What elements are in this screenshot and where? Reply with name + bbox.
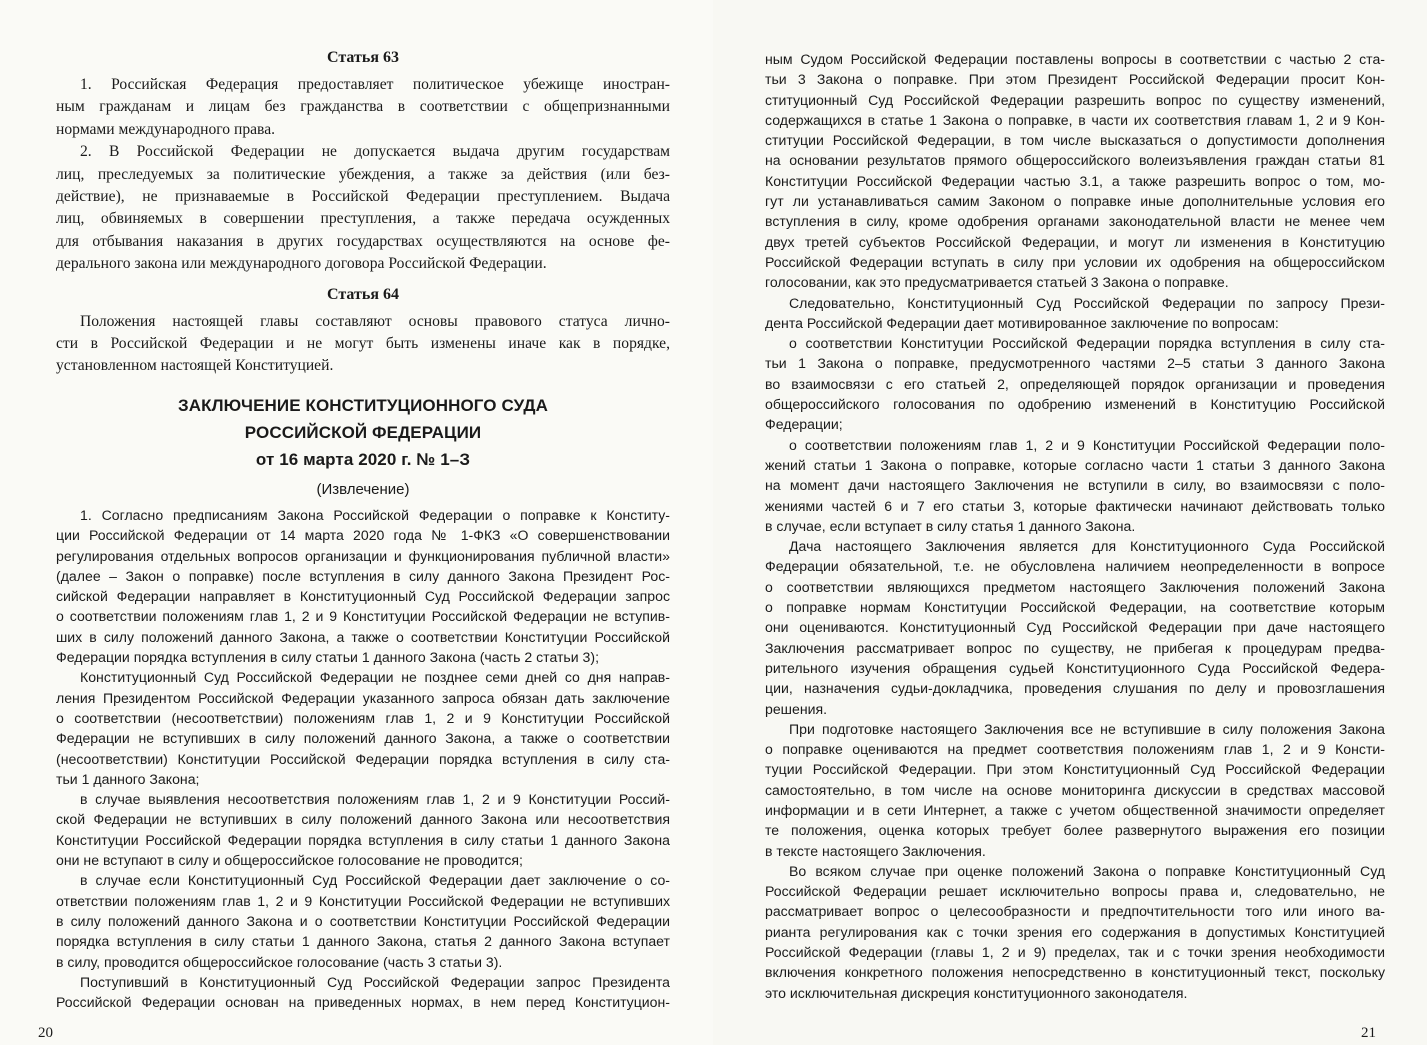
- text-line: в случае выявления несоответствия положениям глав 1, 2 и 9 Конституции Россий-: [80, 791, 670, 808]
- text-line: тьи 1 Закона о поправке, предусмотренного частями 2–5 статьи 3 данного Закона: [765, 355, 1385, 372]
- paragraph: [56, 972, 670, 1013]
- text-line: в силу, проводится общероссийское голосование (часть 3 статьи 3).: [56, 953, 503, 970]
- text-line: в тексте настоящего Заключения.: [765, 842, 986, 859]
- right-body-text: [765, 49, 1385, 1003]
- text-line: это исключительная дискреция конституционного законодателя.: [765, 984, 1188, 1001]
- text-line: они оцениваются. Конституционный Суд Российской Федерации при даче настоящего: [765, 619, 1385, 636]
- text-line: При подготовке настоящего Заключения все не вступившие в силу положения Закона: [789, 720, 1385, 737]
- text-line: туции Российской Федерации. При этом Конституционный Суд Российской Федерации: [765, 761, 1385, 778]
- text-line: о поправке оцениваются на предмет соответствия положениям глав 1, 2 и 9 Консти-: [765, 741, 1385, 758]
- text-line: сийской Федерации направляет в Конституционный Суд Российской Федерации запрос: [56, 588, 670, 605]
- text-line: Российской Федерации вступать в силу при условии их одобрения на общероссийском: [765, 253, 1385, 270]
- text-line: Федерации обязательной, т.е. не обусловлена наличием неопределенности в вопросе: [765, 558, 1385, 575]
- text-line: Поступивший в Конституционный Суд Российской Федерации запрос Президента: [80, 973, 670, 990]
- page-number: 20: [38, 1025, 53, 1041]
- text-line: о соответствии являющихся предметом настоящего Заключения положений Закона: [765, 578, 1385, 595]
- text-line: Конституционный Суд Российской Федерации не позднее семи дней со дня направ-: [80, 669, 670, 686]
- text-line: Российской Федерации решает исключительно вопросы права и, следовательно, не: [765, 883, 1385, 900]
- text-line: для отбывания наказания в других государствах осуществляются на основе фе-: [56, 232, 670, 250]
- paragraph: [56, 667, 670, 789]
- text-line: рассматривает вопрос о целесообразности и предпочтительности того или иного ва-: [765, 903, 1385, 920]
- text-line: о поправке нормам Конституции Российской Федерации, на соответствие которым: [765, 599, 1385, 616]
- article-63-paragraph-2: [56, 141, 670, 275]
- text-line: гут ли устанавливаться самим Законом о поправке иные дополнительные условия его: [765, 193, 1385, 210]
- text-line: (далее – Закон о поправке) после вступления в силу данного Закона Президент Рос-: [56, 567, 670, 584]
- paragraph: [765, 861, 1385, 1003]
- text-line: Конституции Российской Федерации порядка вступления в силу статьи 1 данного Закона: [56, 831, 670, 848]
- article-63-paragraph-1: [56, 74, 670, 141]
- text-line: рительного изучения обращения судьей Конституционного Суда Российской Федера-: [765, 659, 1385, 676]
- conclusion-heading-line-1: ЗАКЛЮЧЕНИЕ КОНСТИТУЦИОННОГО СУДА: [177, 396, 549, 415]
- article-64-title: Статья 64: [327, 285, 399, 303]
- conclusion-subtitle: (Извлечение): [316, 481, 410, 498]
- page-number: 21: [1361, 1025, 1376, 1041]
- text-line: о соответствии Конституции Российской Федерации порядка вступления в силу ста-: [789, 335, 1385, 352]
- text-line: (несоответствии) Конституции Российской Федерации порядка вступления в силу ста-: [56, 750, 670, 767]
- text-line: о соответствии положениям глав 1, 2 и 9 Конституции Российской Федерации не вступив-: [56, 608, 670, 625]
- text-line: двух третей субъектов Российской Федерации, и могут ли изменения в Конституцию: [765, 233, 1385, 250]
- text-line: ответствии положениям глав 1, 2 и 9 Конституции Российской Федерации не вступивших: [56, 892, 670, 909]
- text-line: голосовании, как это предусматривается статьей 3 Закона о поправке.: [765, 274, 1229, 291]
- text-line: в случае, если вступает в силу статья 1 данного Закона.: [765, 517, 1136, 534]
- paragraph: [56, 789, 670, 870]
- text-line: действие), не признаваемые в Российской Федерации преступлением. Выдача: [56, 188, 670, 206]
- text-line: сти в Российской Федерации и не могут быть изменены иначе как в порядке,: [56, 335, 670, 353]
- paragraph: [765, 435, 1385, 536]
- text-line: Конституции Российской Федерации частью 3.1, а также разрешить вопрос о том, мо-: [765, 172, 1385, 189]
- paragraph: [765, 536, 1385, 719]
- text-line: самостоятельно, в том числе на основе мониторинга дискуссии в средствах массовой: [765, 781, 1385, 798]
- paragraph: [765, 719, 1385, 861]
- paragraph: [765, 293, 1385, 334]
- text-line: ституции Российской Федерации, в том числе высказаться о допустимости дополнения: [765, 132, 1385, 149]
- article-64-paragraph-1: [56, 311, 670, 378]
- text-line: Дача настоящего Заключения является для Конституционного Суда Российской: [789, 538, 1385, 555]
- text-line: лиц, обвиняемых в совершении преступления, а также передача осужденных: [56, 210, 670, 228]
- text-line: Заключения рассматривает вопрос по существу, не прибегая к процедурам предва-: [765, 639, 1385, 656]
- text-line: общероссийского голосования по одобрению изменений в Конституцию Российской: [765, 396, 1385, 413]
- article-63-title: Статья 63: [327, 49, 399, 66]
- text-line: Федерации;: [765, 416, 843, 433]
- text-line: жениями частей 6 и 7 его статьи 3, которые фактически начинают действовать только: [765, 497, 1385, 514]
- text-line: ции, назначения судьи-докладчика, проведения слушания по делу и провозглашения: [765, 680, 1385, 697]
- text-line: о соответствии (несоответствии) положениям глав 1, 2 и 9 Конституции Российской: [56, 709, 670, 726]
- text-line: тьи 3 Закона о поправке. При этом Президент Российской Федерации просит Кон-: [765, 71, 1385, 88]
- conclusion-heading: [56, 392, 670, 501]
- paragraph: [765, 333, 1385, 434]
- text-line: они не вступают в силу и общероссийское голосование не проводится;: [56, 852, 523, 869]
- text-line: ституционный Суд Российской Федерации разрешить вопрос по существу изменений,: [765, 91, 1385, 108]
- constitution-articles: [56, 46, 670, 378]
- text-line: ным гражданам и лицам без гражданства в соответствии с общепризнанными: [56, 98, 670, 116]
- text-line: 1. Российская Федерация предоставляет политическое убежище иностран-: [80, 76, 670, 93]
- text-line: Российской Федерации (главы 1, 2 и 9) пределах, так и с точки зрения необходимости: [765, 944, 1385, 961]
- text-line: ления Президентом Российской Федерации указанного запроса обязан дать заключение: [56, 689, 670, 706]
- text-line: Положения настоящей главы составляют основы правового статуса лично-: [80, 312, 670, 330]
- text-line: включения конкретного положения непосредственно в конституционный текст, поскольку: [765, 964, 1385, 981]
- left-body-text: [56, 505, 670, 1012]
- text-line: ской Федерации не вступивших в силу положений данного Закона или несоответствия: [56, 811, 670, 828]
- text-line: Во всяком случае при оценке положений Закона о поправке Конституционный Суд: [789, 862, 1385, 879]
- right-page: [713, 0, 1427, 1045]
- text-line: лиц, преследуемых за политические убеждения, а также за действия (или без-: [56, 165, 670, 183]
- left-page: [0, 0, 713, 1045]
- text-line: дента Российской Федерации дает мотивированное заключение по вопросам:: [765, 314, 1279, 331]
- conclusion-heading-line-2: РОССИЙСКОЙ ФЕДЕРАЦИИ: [244, 423, 482, 442]
- text-line: Следовательно, Конституционный Суд Российской Федерации по запросу Прези-: [789, 294, 1385, 311]
- paragraph: [56, 505, 670, 667]
- text-line: ным Судом Российской Федерации поставлены вопросы в соответствии с частью 2 ста-: [765, 51, 1385, 67]
- text-line: дерального закона или международного договора Российской Федерации.: [56, 255, 547, 273]
- text-line: информации и в сети Интернет, а также с учетом общественной значимости определяет: [765, 801, 1385, 818]
- text-line: Федерации порядка вступления в силу статьи 1 данного Закона (часть 2 статьи 3);: [56, 649, 600, 666]
- text-line: содержащихся в статье 1 Закона о поправке, в части их соответствия главам 1, 2 и 9 Кон-: [765, 111, 1385, 128]
- text-line: Российской Федерации основан на приведенных нормах, в нем перед Конституцион-: [56, 994, 670, 1011]
- text-line: нормами международного права.: [56, 120, 276, 138]
- text-line: тьи 1 данного Закона;: [56, 770, 200, 787]
- text-line: в случае если Конституционный Суд Российской Федерации дает заключение о со-: [80, 872, 670, 889]
- text-line: на основании результатов прямого общероссийского волеизъявления граждан статьи 81: [765, 152, 1385, 169]
- text-line: рианта регулирования как с точки зрения его содержания в допустимых Конституцией: [765, 923, 1385, 940]
- conclusion-heading-date: от 16 марта 2020 г. № 1–З: [255, 450, 471, 469]
- text-line: ших в силу положений данного Закона, а также о соответствии Конституции Российской: [56, 628, 670, 645]
- text-line: установленном настоящей Конституцией.: [56, 357, 334, 375]
- text-line: решения.: [765, 700, 828, 717]
- text-line: Федерации не вступивших в силу положений данного Закона, а также о соответствии: [56, 730, 670, 747]
- text-line: 2. В Российской Федерации не допускается выдача другим государствам: [80, 143, 670, 161]
- text-line: на момент дачи настоящего Заключения не вступили в силу, во взаимосвязи с поло-: [765, 477, 1385, 494]
- text-line: 1. Согласно предписаниям Закона Российской Федерации о поправке к Конститу-: [80, 507, 670, 523]
- paragraph: [56, 870, 670, 971]
- text-line: вступления в силу, кроме одобрения органами законодательной власти не менее чем: [765, 213, 1385, 230]
- paragraph: [765, 49, 1385, 293]
- text-line: регулирования отдельных вопросов организации и функционирования публичной власти»: [56, 547, 670, 564]
- text-line: те положения, оценка которых требует более развернутого выражения его позиции: [765, 822, 1385, 839]
- text-line: о соответствии положениям глав 1, 2 и 9 Конституции Российской Федерации поло-: [789, 436, 1385, 453]
- text-line: в силу положений данного Закона и о соответствии Конституции Российской Федерации: [56, 912, 670, 929]
- text-line: во взаимосвязи с его статьей 2, определяющей порядок организации и проведения: [765, 375, 1385, 392]
- text-line: ции Российской Федерации от 14 марта 2020 года № 1-ФКЗ «О совершенствовании: [56, 527, 670, 544]
- text-line: жений статьи 1 Закона о поправке, которые согласно части 1 статьи 3 данного Закона: [765, 456, 1385, 473]
- text-line: порядка вступления в силу статьи 1 данного Закона, статья 2 данного Закона вступает: [56, 933, 670, 950]
